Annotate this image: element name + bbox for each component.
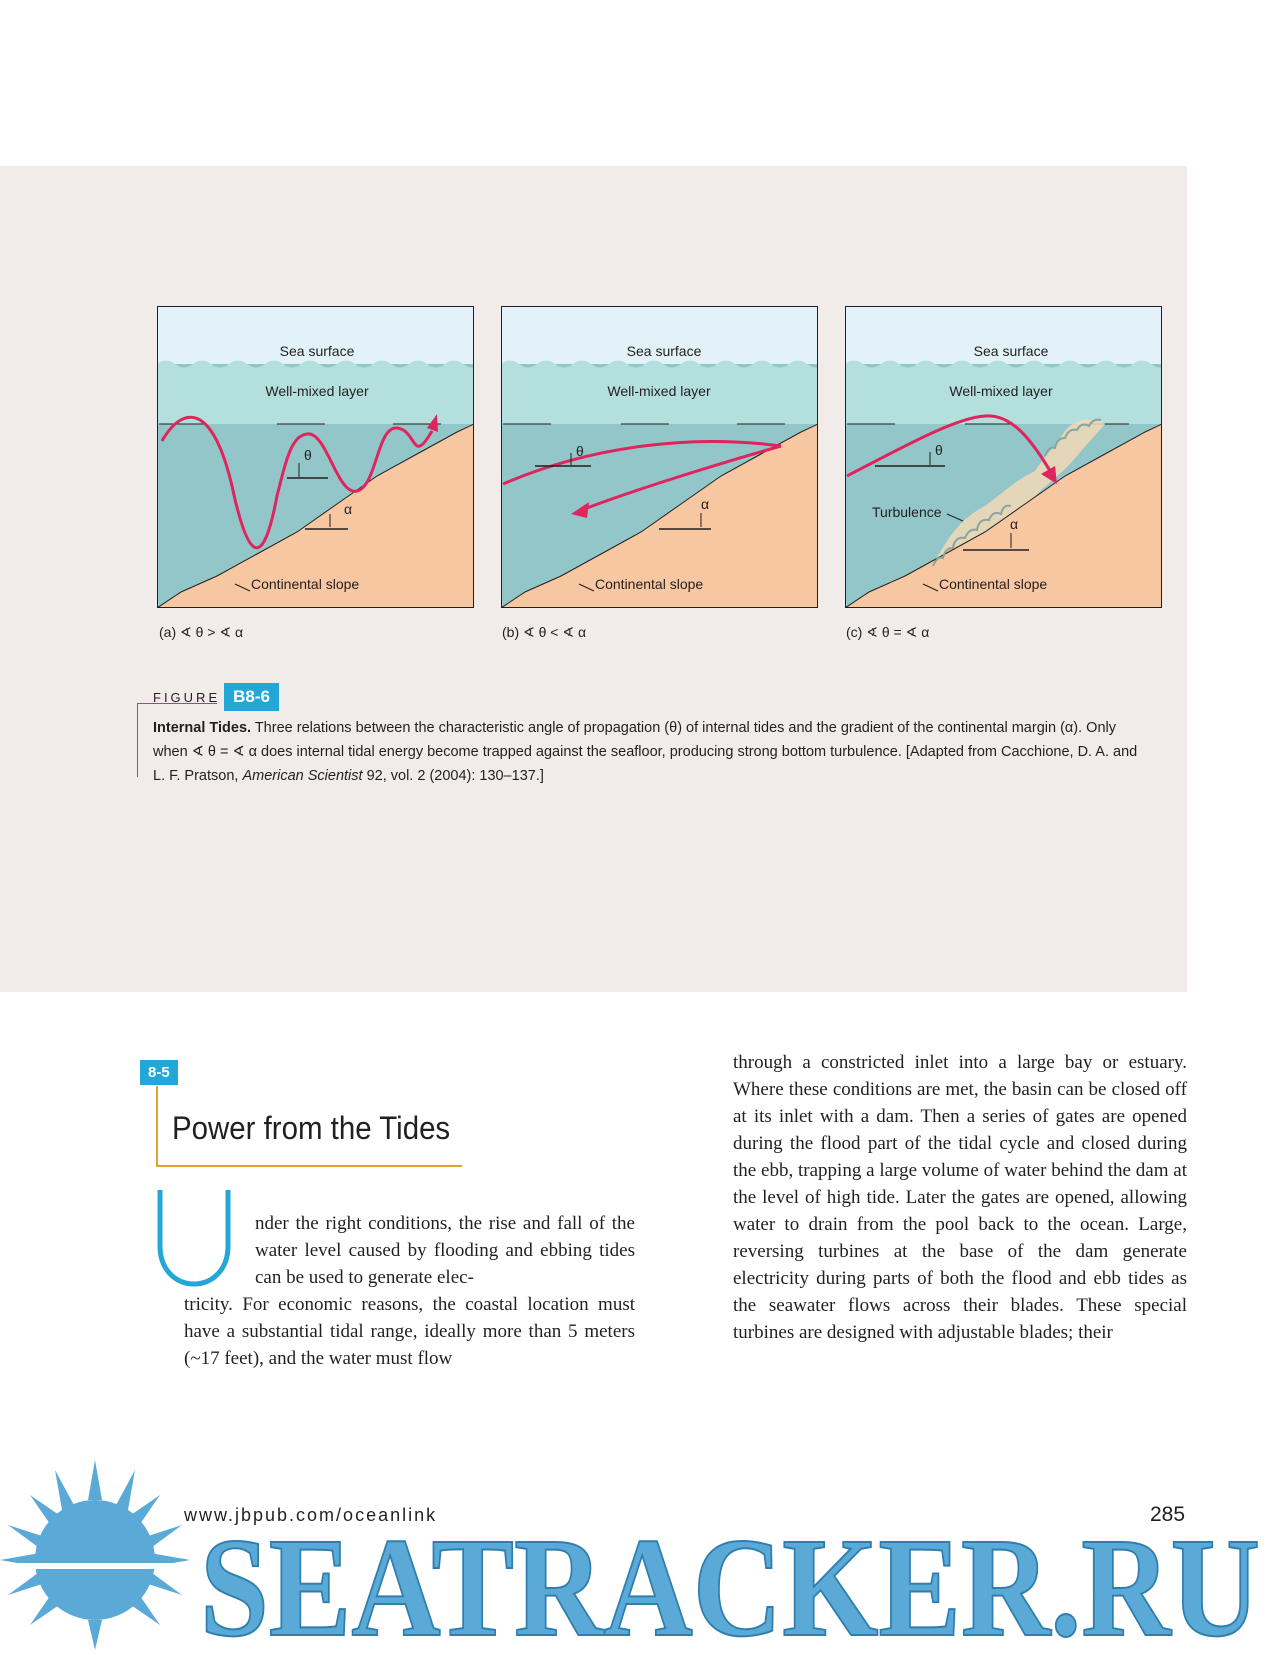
caption-a: (a) ∢ θ > ∢ α: [159, 624, 244, 640]
caption-b: (b) ∢ θ < ∢ α: [502, 624, 587, 640]
figure-word: FIGURE: [153, 689, 221, 705]
watermark-text: SEATRACKER.RU: [200, 1508, 1260, 1650]
right-column-paragraph: through a constricted inlet into a large bay or estuary. Where these conditions are met, the basin can be closed off at its inlet with a dam. Then a series of gates are opened during the flood part of the tidal cycle and closed during the ebb, trapping a large volume of water behind the dam at the level of high tide. Later the gates are opened, allowing water to drain from the pool back to the ocean. Large, reversing turbines at the base of the dam generate electricity during parts of both the flood and ebb tides as the seawater flows across their blades. These special turbines are designed with adjustable blades; their: [733, 1052, 1187, 1343]
diagram-a: [157, 306, 474, 608]
section-number: 8-5: [140, 1060, 178, 1085]
sea-surface-label: Sea surface: [279, 343, 355, 359]
theta-label: θ: [304, 447, 312, 463]
diagram-b: [501, 306, 818, 608]
continental-slope-label: Continental slope: [251, 576, 360, 592]
caption-text: Three relations between the characteristic angle of propagation (θ) of internal tides and the gradient of the continental margin (α). Only when ∢ θ = ∢ α does internal tidal energy become trapped against the seafloor, producing strong bottom turbulence. [Adapted from Cacchione, D. A. and L. F. Pratson,: [153, 720, 1138, 784]
diagram-c: [845, 306, 1162, 608]
caption-journal: American Scientist: [242, 768, 363, 784]
mixed-layer-label: Well-mixed layer: [607, 383, 711, 399]
continental-slope-label: Continental slope: [595, 576, 704, 592]
continental-slope-label: Continental slope: [939, 576, 1048, 592]
caption-title: Internal Tides.: [153, 720, 252, 736]
turbulence-label: Turbulence: [872, 504, 942, 520]
alpha-label: α: [701, 496, 710, 512]
alpha-label: α: [1010, 516, 1019, 532]
section-rule-horizontal: [156, 1165, 462, 1167]
theta-label: θ: [576, 443, 584, 459]
figure-label: [153, 683, 279, 711]
footer-url[interactable]: www.jbpub.com/oceanlink: [184, 1505, 438, 1525]
mixed-layer-label: Well-mixed layer: [265, 383, 369, 399]
caption-c: (c) ∢ θ = ∢ α: [846, 624, 930, 640]
theta-label: θ: [935, 442, 943, 458]
sea-surface-label: Sea surface: [626, 343, 702, 359]
section-rule-vertical: [156, 1086, 158, 1166]
figure-caption: [153, 716, 1143, 788]
drop-cap: [154, 1188, 234, 1288]
caption-ref: 92, vol. 2 (2004): 130–137.]: [366, 768, 544, 784]
alpha-label: α: [344, 501, 353, 517]
figure-number: B8-6: [224, 683, 279, 711]
caption-rule: [137, 703, 138, 777]
mixed-layer-label: Well-mixed layer: [949, 383, 1053, 399]
sea-surface-label: Sea surface: [973, 343, 1049, 359]
left-column-paragraph: tricity. For economic reasons, the coastal location must have a substantial tidal range, ideally more than 5 meters (~17 feet), and the water must flow: [184, 1294, 635, 1369]
section-title: Power from the Tides: [172, 1110, 451, 1146]
left-column-first-lines: nder the right conditions, the rise and fall of the water level caused by flooding and ebbing tides can be used to generate elec-: [255, 1213, 635, 1288]
watermark: [0, 1455, 1275, 1650]
page-number: 285: [1150, 1503, 1186, 1526]
